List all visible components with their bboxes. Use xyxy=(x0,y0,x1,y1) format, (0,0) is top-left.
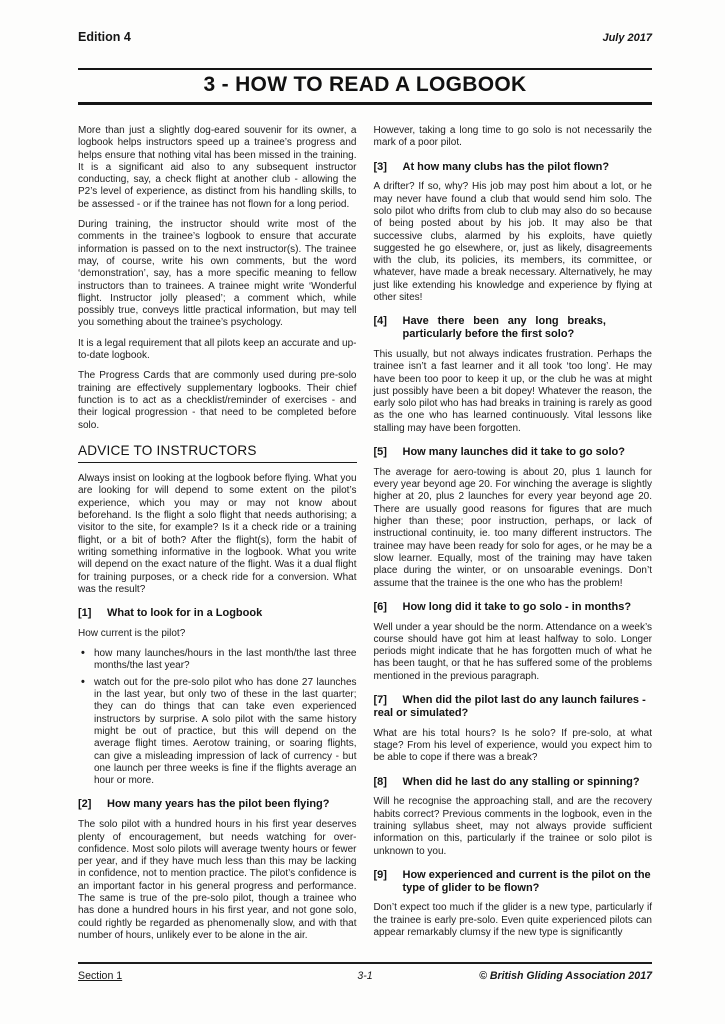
question-heading-1 xyxy=(78,607,357,620)
paragraph: The average for aero-towing is about 20, plus 1 launch for every year beyond age 20. For winching the average is slightly higher at 20, plus 2 launches for every year beyond age 20. There are usually good reasons for figures that are much higher than these; poor instruction, perhaps, or lack of instructional continuity, ie. too many different instructors. The trainee may have been ready for solo for ages, or he may be a slow learner. Equally, most of the training may have taken place during the winter, or on unsoarable evenings. Don’t assume that the trainee is the one who has the problem! xyxy=(373,466,652,589)
paragraph: More than just a slightly dog-eared souvenir for its owner, a logbook helps instructors speed up a trainee’s progress and helps ensure that nothing vital has been missed in the training. It is a significant aid also to any subsequent instructor conducting, say, a check flight at another club - allowing the P2’s level of experience, as distinct from his handling skills, to be assessed - or if the trainee has not flown for a long period. xyxy=(78,125,357,210)
question-number: [5] xyxy=(373,446,387,459)
question-heading-4 xyxy=(374,315,653,341)
footer-page-number: 3-1 xyxy=(357,970,373,982)
question-heading-8 xyxy=(374,776,653,789)
question-number: [8] xyxy=(373,775,387,788)
page-title: 3 - HOW TO READ A LOGBOOK xyxy=(203,73,527,96)
paragraph: It is a legal requirement that all pilots keep an accurate and up-to-date logbook. xyxy=(78,337,357,362)
question-text-line1: Have there been any long breaks, xyxy=(402,315,606,328)
question-heading-3 xyxy=(374,161,653,174)
two-column-body xyxy=(78,125,652,950)
question-heading-2 xyxy=(78,798,357,811)
footer-section: Section 1 xyxy=(78,970,123,982)
question-number: [9] xyxy=(373,868,387,881)
paragraph: The Progress Cards that are commonly used during pre-solo training are effectively supplementary logbooks. Their chief function is to act as a checklist/reminder of exercises - and their logical progression - that need to be completed before solo. xyxy=(78,370,357,431)
column-left xyxy=(78,125,357,950)
question-text-line2: particularly before the first solo? xyxy=(402,328,575,341)
question-heading-7 xyxy=(374,694,653,707)
column-right xyxy=(374,125,653,950)
paragraph: Don’t expect too much if the glider is a new type, particularly if the trainee is early pre-solo. Even quite experienced pilots can appear remarkably clumsy if the new type is significantly xyxy=(373,902,652,939)
question-text: What to look for in a Logbook xyxy=(107,607,263,620)
bullet-item: • how many launches/hours in the last month/the last three months/the last year? xyxy=(78,648,357,673)
question-number: [2] xyxy=(78,798,92,811)
bullet-list xyxy=(78,648,357,787)
page-header xyxy=(78,30,652,44)
paragraph: Always insist on looking at the logbook before flying. What you are looking for will depend to some extent on the pilot’s experience, which you may or may not know about beforehand. Is the flight a solo flight that needs authorising; a visitor to the site, for example? Is it a check ride or a training flight, or a bit of both? After the flight(s), form the habit of writing something informative in the logbook. What you write will depend on the exact nature of the flight. Was it a dual flight for training purposes, or a check ride for a conversion. What was the result? xyxy=(78,473,357,595)
question-number: [3] xyxy=(373,160,387,173)
title-band xyxy=(78,68,652,105)
question-text: How many launches did it take to go solo? xyxy=(402,446,625,459)
paragraph: However, taking a long time to go solo is not necessarily the mark of a poor pilot. xyxy=(373,125,652,149)
paragraph: How current is the pilot? xyxy=(78,627,186,639)
question-number: [7] xyxy=(373,694,387,707)
question-text xyxy=(403,869,653,895)
question-number: [4] xyxy=(373,315,387,328)
question-text: How long did it take to go solo - in months? xyxy=(402,600,632,613)
bullet-item: • watch out for the pre-solo pilot who has done 27 launches in the last year, but only two of these in the last quarter; they can do things that can take even experienced instructors by surprise. A solo pilot with the same history might be out of practice, but this will depend on the average flight times. Aerotow training, or soaring flights, can give a misleading impression of lack of currency - but one launch per three weeks is fine if the flights average an hour or more. xyxy=(78,677,357,788)
question-text: When did he last do any stalling or spinning? xyxy=(402,775,640,788)
question-text-line1: When did the pilot last do any launch failures - xyxy=(402,694,646,707)
paragraph: Well under a year should be the norm. Attendance on a week’s course should have got him at least halfway to solo. Longer periods might indicate that he has forgotten much of what he has been taught, or that he has suffered some of the problems mentioned in the previous paragraph. xyxy=(373,621,652,682)
paragraph: This usually, but not always indicates frustration. Perhaps the trainee isn’t a fast learner and it all took ‘too long’. He may have been too poor to keep it up, or the club he was at might just possibly have been a bit dopey! Whatever the reason, the early solo pilot who has had breaks in training is rarely as good as the one who has learned continuously. Vital lessons like stalling may have been forgotten. xyxy=(373,348,652,434)
paragraph: The solo pilot with a hundred hours in his first year deserves plenty of encouragement, but needs watching for over-confidence. Most solo pilots will average twenty hours or fewer per year, and if they have much less than this may be lacking in confidence, not to mention practice. The pilot’s confidence is an important factor in his general progress and performance. The same is true of the pre-solo pilot, though a trainee who has done a hundred hours in his first year, and not gone solo, could rightly be regarded as phenomenally slow, and with that number of hours, unlikely ever to be alone in the air. xyxy=(78,819,357,941)
footer-copyright: © British Gliding Association 2017 xyxy=(479,970,652,982)
question-text-line1: How experienced and current is the pilot on the xyxy=(402,868,651,881)
question-heading-5 xyxy=(374,446,653,459)
page-footer xyxy=(78,962,652,982)
question-heading-6 xyxy=(374,601,653,614)
section-heading: ADVICE TO INSTRUCTORS xyxy=(78,443,357,463)
question-number: [6] xyxy=(373,600,387,613)
question-text xyxy=(403,315,653,341)
paragraph: Will he recognise the approaching stall, and are the recovery habits correct? Previous comments in the logbook, even in the training syllabus sheet, may not always provide sufficient information on this, particularly if the trainee or solo pilot is unknown to you. xyxy=(373,796,652,857)
question-text: How many years has the pilot been flying? xyxy=(107,798,330,811)
question-text: At how many clubs has the pilot flown? xyxy=(402,160,610,173)
date-label: July 2017 xyxy=(602,32,652,44)
question-number: [1] xyxy=(78,607,92,620)
question-heading-9 xyxy=(374,869,653,895)
question-text-line2: type of glider to be flown? xyxy=(402,881,540,894)
edition-label: Edition 4 xyxy=(78,30,131,44)
paragraph: A drifter? If so, why? His job may post him about a lot, or he may never have found a club that would send him solo. The solo pilot who drifts from club to club may also do so because of being posted about by his job. It may also be that successive clubs, alarmed by his exploits, have quietly suggested he go elsewhere, or, just as likely, disagreements with the club, its policies, its members, its committee, or whatever, have made a break necessary. Alternatively, he may just like extending his knowledge and experience by flying at other sites! xyxy=(373,181,652,304)
paragraph: What are his total hours? Is he solo? If pre-solo, at what stage? From his level of experience, would you expect him to be able to cope if there was a break? xyxy=(373,727,652,764)
paragraph: During training, the instructor should write most of the comments in the trainee’s logbook to ensure that accurate information is passed on to the next instructor(s). The trainee may, of course, write his own comments, but the word ‘demonstration’, say, has a more specific meaning to fellow instructors than to trainees. A trainee might write ‘Wonderful flight. Instructor jolly pleased’; a comment which, while possibly true, conveys little practical information, but may tell you something about the trainee’s psychology. xyxy=(78,219,357,329)
question-text-line2: real or simulated? xyxy=(373,706,469,719)
